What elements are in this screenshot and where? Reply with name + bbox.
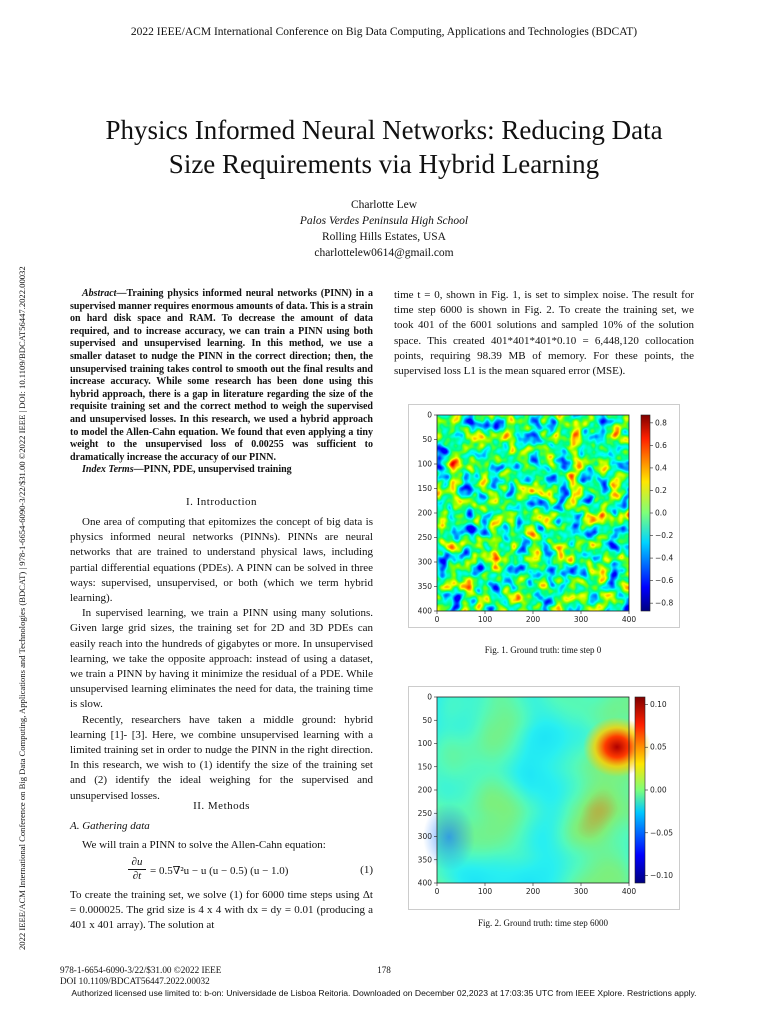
abstract-lead: Abstract <box>82 288 117 299</box>
f1-y-tick-label: 200 <box>417 508 432 518</box>
methods-paragraph-2 <box>70 888 373 934</box>
right-paragraph-1: time t = 0, shown in Fig. 1, is set to simplex noise. The result for time step 6000 is shown in Fig. 2. To create the training set, we took 401 of the 6001 solutions and sampled 10% of the solution space. This created 401*401*401*0.10 = 6,448,120 collocation points, requiring 98.39 MB of memory. For these points, the supervised loss L1 is the mean squared error (MSE). <box>394 289 694 378</box>
f1-colorbar-tick-label: −0.2 <box>655 531 674 541</box>
abstract <box>70 288 373 477</box>
f1-y-tick-label: 0 <box>427 410 432 420</box>
f2-colorbar-tick-label: −0.10 <box>650 871 673 881</box>
equation-denominator: ∂t <box>128 869 146 883</box>
intro-paragraph-3: Recently, researchers have taken a middle ground: hybrid learning [1]- [3]. Here, we combine unsupervised learning with a limited training set in order to nudge the PINN in the right direction. In this research, we wish to (1) identify the size of the training set and (2) identify the ideal weighing for the supervised and unsupervised losses. <box>70 713 373 802</box>
figure-1-colorbar <box>641 415 650 611</box>
figure-1-plot <box>409 405 679 627</box>
section-introduction-heading: I. Introduction <box>185 496 258 508</box>
f1-y-tick-label: 50 <box>422 435 432 444</box>
f1-x-tick-label: 300 <box>573 615 589 624</box>
figure-2-heatmap <box>423 697 651 883</box>
side-doi-text: 2022 IEEE/ACM International Conference on Big Data Computing, Applications and Technologies (BDCAT) | 978-1-6654-6090-3/22/$31.00 ©2022 IEEE | DOI: 10.1109/BDCAT56447.2022.00032 <box>17 266 27 950</box>
f2-x-tick-label: 300 <box>573 887 589 896</box>
f2-colorbar-tick-label: 0.10 <box>650 699 667 709</box>
f1-y-tick-label: 150 <box>417 484 432 493</box>
index-terms-lead: Index Terms <box>82 464 134 476</box>
conference-header: 2022 IEEE/ACM International Conference on Big Data Computing, Applications and Technologies (BDCAT) <box>130 26 638 38</box>
page-number: 178 <box>377 965 391 975</box>
f2-x-tick-label: 100 <box>477 887 493 896</box>
abstract-body: —Training physics informed neural networks (PINN) in a supervised manner requires enormous amounts of data. This is a strain on hard disk space and RAM. To decrease the amount of data required, and to increase accuracy, we can train a PINN using both supervised and unsupervised learning. In this method, we use a smaller dataset to nudge the PINN in the correct direction; then, the unsupervised training takes control to smooth out the final results and increase accuracy. While some research has been done using this hybrid approach, there is a gap in literature regarding the size of the requisite training set and the correct method to weigh the supervised and unsupervised losses. In this research, we used a hybrid approach to model the Allen-Cahn equation. We found that even applying a tiny weight to the unsupervised loss of 0.00255 was sufficient to dramatically increase the accuracy of our PINN. <box>70 288 373 463</box>
methods-paragraph-1 <box>70 838 373 853</box>
figure-1-caption: Fig. 1. Ground truth: time step 0 <box>484 645 602 655</box>
equation-number: (1) <box>360 864 373 876</box>
figure-1-heatmap <box>437 415 629 611</box>
f2-colorbar-tick-label: 0.00 <box>650 785 667 795</box>
f2-y-tick-label: 250 <box>417 808 432 818</box>
author-name: Charlotte Lew <box>350 199 418 211</box>
f1-y-tick-label: 400 <box>417 606 432 616</box>
equation-numerator: ∂u <box>131 856 143 868</box>
footer-doi: DOI 10.1109/BDCAT56447.2022.00032 <box>60 976 210 986</box>
f1-x-tick-label: 0 <box>434 615 440 624</box>
intro-paragraph-1: One area of computing that epitomizes the concept of big data is physics informed neural networks (PINNs). PINNs are neural networks that are trained to understand physical laws, including partial differential equations (PDEs). A PINN can be solved in three ways: supervised, unsupervised, or both (which we term hybrid learning). <box>70 516 373 605</box>
f1-colorbar-tick-label: 0.2 <box>655 485 667 495</box>
figure-1-x-axis <box>435 611 637 624</box>
f1-colorbar-tick-label: −0.6 <box>655 576 674 586</box>
f2-x-tick-label: 0 <box>434 887 440 896</box>
figure-2 <box>408 686 680 910</box>
title-line-2: Size Requirements via Hybrid Learning <box>168 149 600 179</box>
methods-intro-text: We will train a PINN to solve the Allen-Cahn equation: <box>82 839 326 851</box>
figure-2-caption: Fig. 2. Ground truth: time step 6000 <box>478 918 608 928</box>
figure-1-y-axis <box>418 411 437 616</box>
author-location: Rolling Hills Estates, USA <box>322 231 446 243</box>
f1-colorbar-tick-label: −0.8 <box>655 598 674 608</box>
f1-x-tick-label: 200 <box>525 615 541 624</box>
figure-2-colorbar <box>635 697 645 883</box>
f2-y-tick-label: 400 <box>417 878 432 888</box>
index-terms-body: —PINN, PDE, unsupervised training <box>133 464 292 476</box>
f1-y-tick-label: 300 <box>417 557 432 567</box>
footer-isbn: 978-1-6654-6090-3/22/$31.00 ©2022 IEEE <box>60 965 222 975</box>
section-methods-heading: II. Methods <box>193 800 250 812</box>
f2-y-tick-label: 150 <box>417 762 432 772</box>
f2-x-tick-label: 200 <box>525 887 541 896</box>
figure-2-colorbar-ticks <box>645 700 673 880</box>
f2-y-tick-label: 100 <box>417 739 432 748</box>
author-email[interactable]: charlottelew0614@gmail.com <box>314 247 454 259</box>
right-column-paragraph <box>394 288 694 379</box>
f2-y-tick-label: 300 <box>417 832 432 841</box>
f2-x-tick-label: 400 <box>621 887 637 896</box>
author-block <box>0 197 768 261</box>
figure-1 <box>408 404 680 628</box>
f2-y-tick-label: 200 <box>417 785 432 795</box>
f1-colorbar-tick-label: 0.0 <box>655 508 667 518</box>
f1-y-tick-label: 250 <box>417 533 432 542</box>
f1-y-tick-label: 350 <box>417 582 432 591</box>
license-notice: Authorized licensed use limited to: b-on: Universidade de Lisboa Reitoria. Downloaded on December 02,2023 at 17:03:35 UTC from IEEE Xplore. Restrictions apply. <box>71 988 697 998</box>
f2-y-tick-label: 350 <box>417 855 432 865</box>
figure-1-colorbar-ticks <box>650 418 673 607</box>
f1-y-tick-label: 100 <box>417 459 432 469</box>
title-line-1: Physics Informed Neural Networks: Reducing Data <box>105 115 663 145</box>
f1-colorbar-tick-label: 0.6 <box>655 440 667 450</box>
figure-2-x-axis <box>435 883 637 896</box>
f1-colorbar-tick-label: −0.4 <box>655 553 674 563</box>
f2-y-tick-label: 0 <box>427 692 432 702</box>
paper-title <box>60 113 708 181</box>
author-affiliation: Palos Verdes Peninsula High School <box>299 215 469 227</box>
f2-colorbar-tick-label: 0.05 <box>650 742 667 752</box>
f2-y-tick-label: 50 <box>422 715 432 725</box>
allen-cahn-equation <box>110 856 373 888</box>
equation-rhs: = 0.5∇²u − u (u − 0.5) (u − 1.0) <box>150 865 289 877</box>
intro-paragraph-2: In supervised learning, we train a PINN using many solutions. Given large grid sizes, the training set for 2D and 3D PDEs can easily reach into the hundreds of gigabytes or more. In unsupervised learning, we take the opposite approach: instead of using a dataset, we train a PINN by having it minimize the residual of a PDE. While unsupervised learning eliminates the need for data, the training time is slow. <box>70 607 373 711</box>
figure-2-plot <box>409 687 679 909</box>
subsection-gathering-data: A. Gathering data <box>70 820 150 832</box>
f1-colorbar-tick-label: 0.8 <box>655 418 667 428</box>
f1-x-tick-label: 400 <box>621 615 637 624</box>
f2-colorbar-tick-label: −0.05 <box>650 828 673 838</box>
methods-body: To create the training set, we solve (1) for 6000 time steps using Δt = 0.000025. The grid size is 4 x 4 with dx = dy = 0.01 (producing a 401 x 401 array). The solution at <box>70 889 373 932</box>
f1-x-tick-label: 100 <box>477 615 493 624</box>
f1-colorbar-tick-label: 0.4 <box>655 463 667 473</box>
introduction-body <box>70 515 373 804</box>
figure-1-heatmap-image <box>437 415 629 611</box>
